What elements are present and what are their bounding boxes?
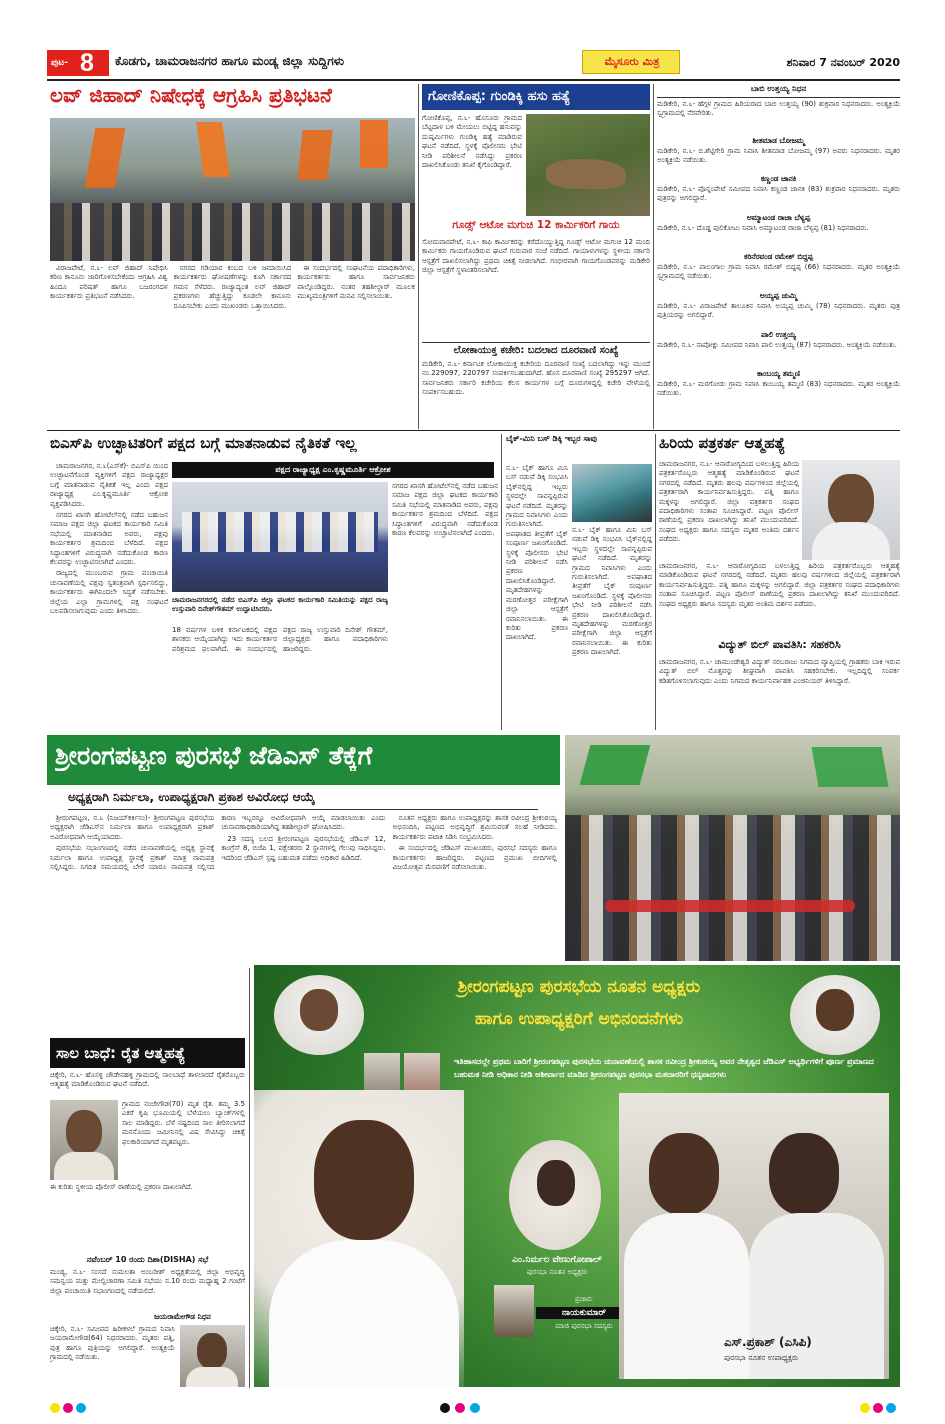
obituary-item: ಮಡಿಕೇರಿ, ನ.೬- ಹೆಗ್ಗಳ ಗ್ರಾಮದ ಹಿರಿಯರಾದ ಬಾಬಿ ಉತ್ತಯ್ಯ (90) ಶುಕ್ರವಾರ ನಿಧನರಾದರು. ಅಂತ್ಯಕ್ರಿಯೆ ಸ್ವಗ್ರಾಮದಲ್ಲಿ ನೆರವೇರಿತು. [657, 100, 900, 118]
leader-portrait-right [790, 975, 880, 1055]
ad-title-line2: ಹಾಗೂ ಉಪಾಧ್ಯಕ್ಷರಿಗೆ ಅಭಿನಂದನೆಗಳು [474, 1009, 684, 1029]
obituary-name: ಪಾಲಿ ಉತ್ತಯ್ಯ [761, 330, 796, 339]
registration-mark [860, 1403, 870, 1413]
registration-mark [873, 1403, 883, 1413]
registration-mark [886, 1403, 896, 1413]
sponsor-name: ನಾಯಕುಮಾರ್ [536, 1307, 632, 1319]
obituary-item: ಮಡಿಕೇರಿ, ನ.೬- ಬಿ.ಶೆಟ್ಟಿಗೇರಿ ಗ್ರಾಮ ನಿವಾಸಿ ಶೀತಮಾಡ ಬೋಜಮ್ಮ (97) ಅವರು ನಿಧನರಾದರು. ಮೃತರ ಅಂತ್ಯಕ್ರಿಯೆ ನಡೆಯಿತು. [657, 147, 900, 165]
farmer-body-right: ಗ್ರಾಮದ ನಂಜೇಗೌಡ(70) ಮೃತ ರೈತ. ತಮ್ಮ 3.5 ಎಕರೆ ಕೃಷಿ ಭೂಮಿಯಲ್ಲಿ ಬೆಳೆಯಲು ಬ್ಯಾಂಕ್‌ಗಳಲ್ಲಿ ಸಾಲ ಮಾಡಿದ್ದರು. ಬೆಳೆ ನಷ್ಟದಿಂದ ಸಾಲ ತೀರಿಸಲಾಗದೆ ಮನನೊಂದು ಜಮೀನಿನಲ್ಲಿ ವಿಷ ಸೇವಿಸಿದ್ದು ಚಿಕಿತ್ಸೆ ಫಲಕಾರಿಯಾಗದೆ ಮೃತಪಟ್ಟರು. [122, 1100, 245, 1146]
farmer-body-cont: ಈ ಕುರಿತು ಸ್ಥಳೀಯ ಪೊಲೀಸ್ ಠಾಣೆಯಲ್ಲಿ ಪ್ರಕರಣ ದಾಖಲಾಗಿದೆ. [50, 1183, 193, 1191]
page-number-box [47, 50, 109, 76]
farmer-portrait [50, 1100, 118, 1180]
love-jihad-headline: ಲವ್ ಜಿಹಾದ್ ನಿಷೇಧಕ್ಕೆ ಆಗ್ರಹಿಸಿ ಪ್ರತಿಭಟನೆ [50, 83, 332, 107]
bike-headline: ಬೈಕ್-ಮಿನಿ ಬಸ್ ಡಿಕ್ಕಿ ಇಬ್ಬರ ಸಾವು [506, 434, 598, 443]
journalist-headline: ಹಿರಿಯ ಪತ್ರಕರ್ತ ಆತ್ಮಹತ್ಯೆ [659, 434, 786, 452]
registration-mark [470, 1403, 480, 1413]
sponsor-label: ಪ್ರಚಾರ: [574, 1295, 594, 1303]
issue-date: ಶನಿವಾರ 7 ನವಂಬರ್ 2020 [786, 56, 900, 69]
registration-mark [440, 1403, 450, 1413]
obituary-item: ಮಡಿಕೇರಿ, ನ.೬- ಮರಗೋಡು ಗ್ರಾಮ ನಿವಾಸಿ ಕಾಂಬಯ್ಯ ತಮ್ಮಣಿ (83) ನಿಧನರಾದರು. ಮೃತರ ಅಂತ್ಯಕ್ರಿಯೆ ನಡೆಯಿತು. [657, 380, 900, 398]
journalist-body-cont: ಚಾಮರಾಜನಗರ, ನ.೬- ಆನಾರೋಗ್ಯದಿಂದ ಬಳಲುತ್ತಿದ್ದ ಹಿರಿಯ ಪತ್ರಕರ್ತರೊಬ್ಬರು ಆತ್ಮಹತ್ಯೆ ಮಾಡಿಕೊಂಡಿರುವ ಘಟನೆ ನಗರದಲ್ಲಿ ನಡೆದಿದೆ. ಮೃತರು ಹಲವು ವರ್ಷಗಳಿಂದ ಜಿಲ್ಲೆಯಲ್ಲಿ ಪತ್ರಕರ್ತರಾಗಿ ಕಾರ್ಯನಿರ್ವಹಿಸುತ್ತಿದ್ದರು. ಪತ್ನಿ ಹಾಗೂ ಮಕ್ಕಳನ್ನು ಅಗಲಿದ್ದಾರೆ. ಜಿಲ್ಲಾ ಪತ್ರಕರ್ತರ ಸಂಘದ ಪದಾಧಿಕಾರಿಗಳು ಸಂತಾಪ ಸೂಚಿಸಿದ್ದಾರೆ. ಪಟ್ಟಣ ಪೊಲೀಸ್ ಠಾಣೆಯಲ್ಲಿ ಪ್ರಕರಣ ದಾಖಲಾಗಿದ್ದು ತನಿಖೆ ಮುಂದುವರಿದಿದೆ. ಸಂಘದ ಅಧ್ಯಕ್ಷರು ಹಾಗೂ ಸದಸ್ಯರು ಮೃತರ ಅಂತಿಮ ದರ್ಶನ ಪಡೆದರು. [659, 562, 900, 608]
paper-name: ಮೈಸೂರು ಮಿತ್ರ [604, 55, 660, 68]
congratulations-ad [254, 965, 900, 1387]
farmer-headline: ಸಾಲ ಬಾಧೆ: ರೈತ ಆತ್ಮಹತ್ಯೆ [50, 1038, 245, 1068]
masthead [47, 48, 900, 78]
srirangapatna-subhead: ಅಧ್ಯಕ್ಷರಾಗಿ ನಿರ್ಮಲಾ, ಉಪಾಧ್ಯಕ್ಷರಾಗಿ ಪ್ರಕಾಶ ಅವಿರೋಧ ಆಯ್ಕೆ [68, 790, 538, 810]
page-label: ಪುಟ- [51, 58, 68, 68]
paper-logo [582, 50, 680, 74]
masthead-rule [47, 79, 900, 81]
bsp-subheadline: ಪಕ್ಷದ ರಾಜ್ಯಾಧ್ಯಕ್ಷ ಎಂ.ಕೃಷ್ಣಮೂರ್ತಿ ಆಕ್ರೋಶ [172, 462, 494, 478]
registration-mark [76, 1403, 86, 1413]
farmer-body-top: ಚಿಕ್ಕೇರಿ, ನ.೬- ಹೊಸಳ್ಳಿ ಚೌಡೇನಹಳ್ಳಿ ಗ್ರಾಮದಲ್ಲಿ ಸಾಲಬಾಧೆ ತಾಳಲಾರದೆ ರೈತರೊಬ್ಬರು ಆತ್ಮಹತ್ಯೆ ಮಾಡಿಕೊಂಡಿರುವ ಘಟನೆ ನಡೆದಿದೆ. [50, 1071, 245, 1089]
obituary-name: ಅಮ್ಮಾಟಂಡ ರಾಜಾ ಬೆಳ್ಯಪ್ಪ [746, 213, 811, 222]
dead-cow-photo [526, 114, 650, 216]
obituary-item: ಮಡಿಕೇರಿ, ನ.೬- ವಿರಾಜಪೇಟೆ ತಾಲೂಕಿನ ನಿವಾಸಿ ಅಯ್ಯಪ್ಪ ಚುಮ್ಮಿ (78) ನಿಧನರಾದರು. ಮೃತರು ಪುತ್ರ ಪುತ್ರಿಯರನ್ನು ಅಗಲಿದ್ದಾರೆ. [657, 302, 900, 320]
vp-role: ಪುರಸಭಾ ನೂತನ ಉಪಾಧ್ಯಕ್ಷರು [724, 1353, 799, 1362]
president-name: ಎಂ.ನಿರ್ಮಲ ವೇಣುಗೋಪಾಲ್ [512, 1255, 602, 1265]
obituary-name: ಕರಿನೆರವಂಡ ರಮೇಶ್ ಬಿದ್ದಪ್ಪ [744, 252, 813, 261]
bsp-body-mid: 18 ವರ್ಷಗಳ ಬಳಿಕ ಕರ್ನಾಟಕದಲ್ಲಿ ಪಕ್ಷದ ಶಾಸಕರು ಆಯ್ಕೆಯಾಗಿದ್ದು ಇದು ಕಾರ್ಯಕರ್ತರ ಪರಿಶ್ರಮದ ಫಲವಾಗಿದೆ. ಈ ಸಂದರ್ಭದಲ್ಲಿ ಪಕ್ಷದ ರಾಜ್ಯ ಉಸ್ತುವಾರಿ ದಿನೇಶ್ ಗೌತಮ್, ಜಿಲ್ಲಾಧ್ಯಕ್ಷರು ಹಾಗೂ ಪದಾಧಿಕಾರಿಗಳು ಹಾಜರಿದ್ದರು. [172, 626, 388, 653]
obituary-item: ಮಡಿಕೇರಿ, ನ.೬- ದೊಡ್ಡ ಪುಲಿಕೋಟು ನಿವಾಸಿ ಅಮ್ಮಾಟಂಡ ರಾಜಾ ಬೆಳ್ಯಪ್ಪ (81) ನಿಧನರಾದರು. [657, 224, 869, 232]
bike-body-cont: ನ.೬- ಬೈಕ್ ಹಾಗೂ ಮಿನಿ ಬಸ್ ನಡುವೆ ಡಿಕ್ಕಿ ಸಂಭವಿಸಿ ಬೈಕ್‌ನಲ್ಲಿದ್ದ ಇಬ್ಬರು ಸ್ಥಳದಲ್ಲೇ ಸಾವನ್ನಪ್ಪಿರುವ ಘಟನೆ ನಡೆದಿದೆ. ಮೃತರನ್ನು ಗ್ರಾಮದ ನಿವಾಸಿಗಳು ಎಂದು ಗುರುತಿಸಲಾಗಿದೆ. ಅಪಘಾತದ ತೀವ್ರತೆಗೆ ಬೈಕ್ ಸಂಪೂರ್ಣ ಜಖಂಗೊಂಡಿದೆ. ಸ್ಥಳಕ್ಕೆ ಪೊಲೀಸರು ಭೇಟಿ ನೀಡಿ ಪರಿಶೀಲನೆ ನಡೆಸಿ ಪ್ರಕರಣ ದಾಖಲಿಸಿಕೊಂಡಿದ್ದಾರೆ. ಮೃತದೇಹಗಳನ್ನು ಮರಣೋತ್ತರ ಪರೀಕ್ಷೆಗಾಗಿ ಜಿಲ್ಲಾ ಆಸ್ಪತ್ರೆಗೆ ರವಾನಿಸಲಾಯಿತು. ಈ ಕುರಿತು ಪ್ರಕರಣ ದಾಖಲಾಗಿದೆ. [572, 526, 652, 657]
obituary-name: ಕಾಂಬಯ್ಯ ತಮ್ಮಣಿ [757, 369, 800, 378]
power-body: ಚಾಮರಾಜನಗರ, ನ.೬- ಚಾಮುಂಡೇಶ್ವರಿ ವಿದ್ಯುತ್ ಸರಬರಾಜು ನಿಗಮದ ವ್ಯಾಪ್ತಿಯಲ್ಲಿ ಗ್ರಾಹಕರು ಬಾಕಿ ಇರುವ ವಿದ್ಯುತ್ ಬಿಲ್ ಮೊತ್ತವನ್ನು ಶೀಘ್ರವಾಗಿ ಪಾವತಿಸಿ ಸಹಕರಿಸಬೇಕು. ಇಲ್ಲದಿದ್ದಲ್ಲಿ ಸಂಪರ್ಕ ಕಡಿತಗೊಳಿಸಲಾಗುವುದು ಎಂದು ನಿಗಮದ ಕಾರ್ಯನಿರ್ವಾಹಕ ಎಂಜಿನಿಯರ್ ತಿಳಿಸಿದ್ದಾರೆ. [659, 658, 900, 685]
leader-portrait-left [274, 975, 364, 1055]
mla-portrait [254, 1090, 464, 1387]
auto-body: ಸೋಮವಾರಪೇಟೆ, ನ.೬- ಕಾಫಿ ಕಾರ್ಮಿಕರನ್ನು ಕರೆದೊಯ್ಯುತ್ತಿದ್ದ ಗೂಡ್ಸ್ ಆಟೋ ಮಗುಚಿ 12 ಮಂದಿ ಕಾರ್ಮಿಕರು ಗಾಯಗೊಂಡಿರುವ ಘಟನೆ ಗುರುವಾರ ಸಂಜೆ ನಡೆದಿದೆ. ಗಾಯಾಳುಗಳನ್ನು ಸ್ಥಳೀಯ ಸರ್ಕಾರಿ ಆಸ್ಪತ್ರೆಗೆ ದಾಖಲಿಸಲಾಗಿದ್ದು ಪ್ರಥಮ ಚಿಕಿತ್ಸೆ ನೀಡಲಾಗಿದೆ. ಗಂಭೀರವಾಗಿ ಗಾಯಗೊಂಡವರನ್ನು ಮಡಿಕೇರಿ ಜಿಲ್ಲಾ ಆಸ್ಪತ್ರೆಗೆ ಸ್ಥಳಾಂತರಿಸಲಾಗಿದೆ. [422, 238, 650, 275]
lokayukta-body: ಮಡಿಕೇರಿ, ನ.೬- ಕರ್ನಾಟಕ ಲೋಕಾಯುಕ್ತ ಕಚೇರಿಯ ದೂರವಾಣಿ ಸಂಖ್ಯೆ ಬದಲಾಗಿದ್ದು ಇನ್ನು ಮುಂದೆ ನಂ.229097, 220797 ಸಂಪರ್ಕಿಸಬಹುದಾಗಿದೆ. ಹೊಸ ದೂರವಾಣಿ ಸಂಖ್ಯೆ 295297 ಆಗಿದೆ. ಸಾರ್ವಜನಿಕರು ಸರ್ಕಾರಿ ಕಚೇರಿಯ ಕೆಲಸ ಕಾರ್ಯಗಳ ಬಗ್ಗೆ ದೂರುಗಳಿದ್ದಲ್ಲಿ ಕಚೇರಿ ವೇಳೆಯಲ್ಲಿ ಸಂಪರ್ಕಿಸಬಹುದು. [422, 360, 650, 397]
lokayukta-headline: ಲೋಕಾಯುಕ್ತ ಕಚೇರಿ: ಬದಲಾದ ದೂರವಾಣಿ ಸಂಖ್ಯೆ [422, 342, 650, 358]
disha-title: ನವೆಂಬರ್ 10 ರಂದು ದಿಶಾ(DISHA) ಸಭೆ [86, 1255, 209, 1264]
bsp-photo-caption: ಚಾಮರಾಜನಗರದಲ್ಲಿ ನಡೆದ ಬಿಎಸ್‌ಪಿ ಜಿಲ್ಲಾ ಘಟಕದ ಕಾರ್ಯಕಾರಿ ಸಮಿತಿಯನ್ನು ಪಕ್ಷದ ರಾಜ್ಯ ಉಸ್ತುವಾರಿ ದಿನೇಶ್‌ಗೌತಮ್ ಉದ್ಘಾಟಿಸಿದರು. [172, 596, 388, 614]
sponsor-role: ಮಾಜಿ ಪುರಸಭಾ ಸದಸ್ಯರು [555, 1322, 613, 1330]
cow-body: ಗೋಣಿಕೊಪ್ಪ, ನ.೬- ಹೊಸೂರು ಗ್ರಾಮದ ಬೆಟ್ಟದಾಳ ಬಳಿ ಮೇಯಲು ಬಿಟ್ಟಿದ್ದ ಹಸುವನ್ನು ದುಷ್ಕರ್ಮಿಗಳು ಗುಂಡಿಕ್ಕಿ ಹತ್ಯೆ ಮಾಡಿರುವ ಘಟನೆ ನಡೆದಿದೆ. ಸ್ಥಳಕ್ಕೆ ಪೊಲೀಸರು ಭೇಟಿ ನೀಡಿ ಪರಿಶೀಲನೆ ನಡೆಸಿದ್ದು ಪ್ರಕರಣ ದಾಖಲಿಸಿಕೊಂಡು ತನಿಖೆ ಕೈಗೊಂಡಿದ್ದಾರೆ. [422, 114, 522, 170]
vp-name: ಎಸ್.ಪ್ರಕಾಶ್ (ಎಸಿಪಿ) [724, 1335, 812, 1349]
power-headline: ವಿದ್ಯುತ್ ಬಿಲ್ ಪಾವತಿಸಿ: ಸಹಕರಿಸಿ [718, 638, 841, 651]
auto-headline: ಗೂಡ್ಸ್ ಆಟೋ ಮಗುಚಿ 12 ಕಾರ್ಮಿಕರಿಗೆ ಗಾಯ [452, 219, 620, 231]
obituary-item: ಮಡಿಕೇರಿ, ನ.೬- ನಾಪೋಕ್ಲು ಸಮೀಪದ ನಿವಾಸಿ ಪಾಲಿ ಉತ್ತಯ್ಯ (87) ನಿಧನರಾದರು. ಅಂತ್ಯಕ್ರಿಯೆ ನಡೆಯಿತು. [657, 341, 897, 349]
registration-mark [455, 1403, 465, 1413]
obituary-list [657, 100, 900, 428]
obituary-name: ಅಯ್ಯಪ್ಪ ಚುಮ್ಮಿ [759, 291, 798, 300]
cow-headline: ಗೋಣಿಕೊಪ್ಪ: ಗುಂಡಿಕ್ಕಿ ಹಸು ಹತ್ಯೆ [422, 84, 650, 110]
bus-photo [572, 464, 652, 522]
section-title: ಕೊಡಗು, ಚಾಮರಾಜನಗರ ಹಾಗೂ ಮಂಡ್ಯ ಜಿಲ್ಲಾ ಸುದ್ದಿಗಳು [115, 54, 345, 68]
celebration-photo [565, 735, 900, 961]
bsp-body-right: ನಗರದ ಖಾಸಗಿ ಹೋಟೆಲ್‌ನಲ್ಲಿ ನಡೆದ ಬಹುಜನ ಸಮಾಜ ಪಕ್ಷದ ಜಿಲ್ಲಾ ಘಟಕದ ಕಾರ್ಯಕಾರಿ ಸಮಿತಿ ಸಭೆಯಲ್ಲಿ ಮಾತನಾಡಿದ ಅವರು, ಪಕ್ಷವು ಕಾರ್ಯಕರ್ತರ ಶ್ರಮದಿಂದ ಬೆಳೆದಿದೆ. ಪಕ್ಷದ ಸಿದ್ಧಾಂತಗಳಿಗೆ ವಿರುದ್ಧವಾಗಿ ನಡೆದುಕೊಂಡ ಕಾರಣ ಕೆಲವರನ್ನು ಉಚ್ಛಾಟಿಸಲಾಗಿದೆ ಎಂದರು. [392, 482, 498, 538]
obituary-name: ಶೀತಮಾಡ ಬೋಜಮ್ಮ [752, 136, 805, 145]
ad-message: ಇತಿಹಾಸದಲ್ಲೇ ಪ್ರಥಮ ಬಾರಿಗೆ ಶ್ರೀರಂಗಪಟ್ಟಣ ಪುರಸಭೆಯ ಚುನಾವಣೆಯಲ್ಲಿ ಶಾಸಕ ರವೀಂದ್ರ ಶ್ರೀಕಂಠಯ್ಯ ಅವರ ನೇತೃತ್ವದ ಜೆಡಿಎಸ್ ಅಭ್ಯರ್ಥಿಗಳಿಗೆ ಪೂರ್ಣ ಪ್ರಮಾಣದ ಬಹುಮತ ನೀಡಿ ಅಧಿಕಾರ ನೀಡಿ ಆಶೀರ್ವಾದ ಮಾಡಿದ ಶ್ರೀರಂಗಪಟ್ಟಣ ಪುರಸಭಾ ಮತದಾರರಿಗೆ ಧನ್ಯವಾದಗಳು [454, 1057, 874, 1079]
registration-mark [50, 1403, 60, 1413]
bsp-body-left: ಚಾಮರಾಜನಗರ, ನ.೬(ಎಸ್‌ಕೆ)- ಬಿಎಸ್‌ಪಿ ಯಿಂದ ಉಚ್ಛಾಟನೆಗೊಂಡ ವ್ಯಕ್ತಿಗಳಿಗೆ ಪಕ್ಷದ ರಾಜ್ಯಾಧ್ಯಕ್ಷರ ಬಗ್ಗೆ ಮಾತನಾಡುವ ನೈತಿಕತೆ ಇಲ್ಲ ಎಂದು ಪಕ್ಷದ ರಾಜ್ಯಾಧ್ಯಕ್ಷ ಎಂ.ಕೃಷ್ಣಮೂರ್ತಿ ಆಕ್ರೋಶ ವ್ಯಕ್ತಪಡಿಸಿದರು. ನಗರದ ಖಾಸಗಿ ಹೋಟೆಲ್‌ನಲ್ಲಿ ನಡೆದ ಬಹುಜನ ಸಮಾಜ ಪಕ್ಷದ ಜಿಲ್ಲಾ ಘಟಕದ ಕಾರ್ಯಕಾರಿ ಸಮಿತಿ ಸಭೆಯಲ್ಲಿ ಮಾತನಾಡಿದ ಅವರು, ಪಕ್ಷವು ಕಾರ್ಯಕರ್ತರ ಶ್ರಮದಿಂದ ಬೆಳೆದಿದೆ. ಪಕ್ಷದ ಸಿದ್ಧಾಂತಗಳಿಗೆ ವಿರುದ್ಧವಾಗಿ ನಡೆದುಕೊಂಡ ಕಾರಣ ಕೆಲವರನ್ನು ಉಚ್ಛಾಟಿಸಲಾಗಿದೆ ಎಂದರು. ರಾಜ್ಯದಲ್ಲಿ ಮುಂಬರುವ ಗ್ರಾಮ ಪಂಚಾಯಿತಿ ಚುನಾವಣೆಯಲ್ಲಿ ಪಕ್ಷವು ಸ್ವತಂತ್ರವಾಗಿ ಸ್ಪರ್ಧಿಸಲಿದ್ದು, ಕಾರ್ಯಕರ್ತರು ಈಗಿನಿಂದಲೇ ಸಿದ್ಧತೆ ನಡೆಸಬೇಕು. ಜಿಲ್ಲೆಯ ಎಲ್ಲಾ ಗ್ರಾಮಗಳಲ್ಲಿ ಪಕ್ಷ ಸಂಘಟನೆ ಬಲಪಡಿಸಲಾಗುವುದು ಎಂದು ತಿಳಿಸಿದರು. [50, 462, 168, 616]
srirangapatna-body: ಶ್ರೀರಂಗಪಟ್ಟಣ, ನ.೬ (ನಿಜಯ್‌ಕರ್ಕಿಸಂ)- ಶ್ರೀರಂಗಪಟ್ಟಣ ಪುರಸಭೆಯ ಅಧ್ಯಕ್ಷರಾಗಿ ಜೆಡಿಎಸ್‌ನ ನಿರ್ಮಲಾ ಹಾಗೂ ಉಪಾಧ್ಯಕ್ಷರಾಗಿ ಪ್ರಕಾಶ್ ಅವಿರೋಧವಾಗಿ ಆಯ್ಕೆಯಾದರು. ಪುರಸಭೆಯ ಸಭಾಂಗಣದಲ್ಲಿ ನಡೆದ ಚುನಾವಣೆಯಲ್ಲಿ ಅಧ್ಯಕ್ಷ ಸ್ಥಾನಕ್ಕೆ ನಿರ್ಮಲಾ ಹಾಗೂ ಉಪಾಧ್ಯಕ್ಷ ಸ್ಥಾನಕ್ಕೆ ಪ್ರಕಾಶ್ ಮಾತ್ರ ನಾಮಪತ್ರ ಸಲ್ಲಿಸಿದ್ದರು. ನಿಗದಿತ ಸಮಯದಲ್ಲಿ ಬೇರೆ ಯಾರೂ ನಾಮಪತ್ರ ಸಲ್ಲಿಸದ ಕಾರಣ ಇಬ್ಬರನ್ನೂ ಅವಿರೋಧವಾಗಿ ಆಯ್ಕೆ ಮಾಡಲಾಯಿತು ಎಂದು ಚುನಾವಣಾಧಿಕಾರಿಯಾಗಿದ್ದ ತಹಶೀಲ್ದಾರ್ ಘೋಷಿಸಿದರು. 23 ಸದಸ್ಯ ಬಲದ ಶ್ರೀರಂಗಪಟ್ಟಣ ಪುರಸಭೆಯಲ್ಲಿ ಜೆಡಿಎಸ್ 12, ಕಾಂಗ್ರೆಸ್ 8, ಬಿಜೆಪಿ 1, ಪಕ್ಷೇತರರು 2 ಸ್ಥಾನಗಳಲ್ಲಿ ಗೆಲುವು ಸಾಧಿಸಿದ್ದರು. ಇದರಿಂದ ಜೆಡಿಎಸ್ ಸ್ಪಷ್ಟ ಬಹುಮತ ಪಡೆದು ಅಧಿಕಾರ ಹಿಡಿದಿದೆ. ನೂತನ ಅಧ್ಯಕ್ಷರು ಹಾಗೂ ಉಪಾಧ್ಯಕ್ಷರನ್ನು ಶಾಸಕ ರವೀಂದ್ರ ಶ್ರೀಕಂಠಯ್ಯ ಅಭಿನಂದಿಸಿ, ಪಟ್ಟಣದ ಅಭಿವೃದ್ಧಿಗೆ ಶ್ರಮಿಸುವಂತೆ ಸಲಹೆ ನೀಡಿದರು. ಕಾರ್ಯಕರ್ತರು ಪಟಾಕಿ ಸಿಡಿಸಿ ಸಂಭ್ರಮಿಸಿದರು. ಈ ಸಂದರ್ಭದಲ್ಲಿ ಜೆಡಿಎಸ್ ಮುಖಂಡರು, ಪುರಸಭೆ ಸದಸ್ಯರು ಹಾಗೂ ಕಾರ್ಯಕರ್ತರು ಹಾಜರಿದ್ದರು. ಪಟ್ಟಣದ ಪ್ರಮುಖ ಬೀದಿಗಳಲ್ಲಿ ವಿಜಯೋತ್ಸವ ಮೆರವಣಿಗೆ ನಡೆಸಲಾಯಿತು. [50, 814, 557, 872]
obituary-item: ಮಡಿಕೇರಿ, ನ.೬- ಪೊನ್ನಂಪೇಟೆ ಸಮೀಪದ ನಿವಾಸಿ ಕಣ್ಣಂಡ ಜಾನಕಿ (83) ಶುಕ್ರವಾರ ನಿಧನರಾದರು. ಮೃತರು ಪುತ್ರರನ್ನು ಅಗಲಿದ್ದಾರೆ. [657, 185, 900, 203]
sponsor-portrait [494, 1285, 534, 1337]
protest-photo [50, 118, 415, 261]
srirangapatna-banner [47, 735, 560, 785]
disha-body: ಮಂಡ್ಯ, ನ.೬- ಸಂಸದೆ ಸುಮಲತಾ ಅಂಬರೀಶ್ ಅಧ್ಯಕ್ಷತೆಯಲ್ಲಿ ಜಿಲ್ಲಾ ಅಭಿವೃದ್ಧಿ ಸಮನ್ವಯ ಮತ್ತು ಮೇಲ್ವಿಚಾರಣಾ ಸಮಿತಿ ಸಭೆಯು ನ.10 ರಂದು ಮಧ್ಯಾಹ್ನ 2 ಗಂಟೆಗೆ ಜಿಲ್ಲಾ ಪಂಚಾಯಿತಿ ಸಭಾಂಗಣದಲ್ಲಿ ನಡೆಯಲಿದೆ. [50, 1268, 245, 1295]
obituary-item: ಮಡಿಕೇರಿ, ನ.೬- ಪಾಲಂಗಾಲ ಗ್ರಾಮ ನಿವಾಸಿ ರಮೇಶ್ ಬಿದ್ದಪ್ಪ (66) ನಿಧನರಾದರು. ಮೃತರ ಅಂತ್ಯಕ್ರಿಯೆ ಸ್ವಗ್ರಾಮದಲ್ಲಿ ನಡೆಯಿತು. [657, 263, 900, 281]
bsp-meeting-photo [172, 482, 388, 592]
obituary-header: ಬಾಬಿ ಉತ್ತಯ್ಯ ನಿಧನ [657, 84, 900, 98]
jayaramegowda-portrait [180, 1325, 245, 1387]
srirangapatna-headline: ಶ್ರೀರಂಗಪಟ್ಟಣ ಪುರಸಭೆ ಜೆಡಿಎಸ್ ತೆಕ್ಕೆಗೆ [55, 741, 373, 770]
love-jihad-body: ವಿರಾಜಪೇಟೆ, ನ.೬- ಲವ್ ಜಿಹಾದ್ ನಿಷೇಧಿಸಿ ಕಠಿಣ ಕಾನೂನು ಜಾರಿಗೊಳಿಸಬೇಕೆಂದು ಆಗ್ರಹಿಸಿ ವಿಶ್ವ ಹಿಂದೂ ಪರಿಷತ್ ಹಾಗೂ ಬಜರಂಗದಳ ಕಾರ್ಯಕರ್ತರು ಪ್ರತಿಭಟನೆ ನಡೆಸಿದರು. ನಗರದ ಗಡಿಯಾರ ಕಂಬದ ಬಳಿ ಜಮಾಯಿಸಿದ ಕಾರ್ಯಕರ್ತರು ಘೋಷಣೆಗಳನ್ನು ಕೂಗಿ ಸರ್ಕಾರದ ಗಮನ ಸೆಳೆದರು. ರಾಜ್ಯಾದ್ಯಂತ ಲವ್ ಜಿಹಾದ್ ಪ್ರಕರಣಗಳು ಹೆಚ್ಚುತ್ತಿದ್ದು ಕೂಡಲೇ ಕಾನೂನು ರೂಪಿಸಬೇಕು ಎಂದು ಮುಖಂಡರು ಒತ್ತಾಯಿಸಿದರು. ಈ ಸಂದರ್ಭದಲ್ಲಿ ಸಂಘಟನೆಯ ಪದಾಧಿಕಾರಿಗಳು, ಕಾರ್ಯಕರ್ತರು ಹಾಗೂ ಸಾರ್ವಜನಿಕರು ಪಾಲ್ಗೊಂಡಿದ್ದರು. ನಂತರ ತಹಶೀಲ್ದಾರ್ ಮೂಲಕ ಮುಖ್ಯಮಂತ್ರಿಗಳಿಗೆ ಮನವಿ ಸಲ್ಲಿಸಲಾಯಿತು. [50, 264, 415, 310]
bsp-headline: ಬಿಎಸ್‌ಪಿ ಉಚ್ಛಾಟಿತರಿಗೆ ಪಕ್ಷದ ಬಗ್ಗೆ ಮಾತನಾಡುವ ನೈತಿಕತೆ ಇಲ್ಲ [50, 434, 357, 452]
bike-body: ನ.೬- ಬೈಕ್ ಹಾಗೂ ಮಿನಿ ಬಸ್ ನಡುವೆ ಡಿಕ್ಕಿ ಸಂಭವಿಸಿ ಬೈಕ್‌ನಲ್ಲಿದ್ದ ಇಬ್ಬರು ಸ್ಥಳದಲ್ಲೇ ಸಾವನ್ನಪ್ಪಿರುವ ಘಟನೆ ನಡೆದಿದೆ. ಮೃತರನ್ನು ಗ್ರಾಮದ ನಿವಾಸಿಗಳು ಎಂದು ಗುರುತಿಸಲಾಗಿದೆ. ಅಪಘಾತದ ತೀವ್ರತೆಗೆ ಬೈಕ್ ಸಂಪೂರ್ಣ ಜಖಂಗೊಂಡಿದೆ. ಸ್ಥಳಕ್ಕೆ ಪೊಲೀಸರು ಭೇಟಿ ನೀಡಿ ಪರಿಶೀಲನೆ ನಡೆಸಿ ಪ್ರಕರಣ ದಾಖಲಿಸಿಕೊಂಡಿದ್ದಾರೆ. ಮೃತದೇಹಗಳನ್ನು ಮರಣೋತ್ತರ ಪರೀಕ್ಷೆಗಾಗಿ ಜಿಲ್ಲಾ ಆಸ್ಪತ್ರೆಗೆ ರವಾನಿಸಲಾಯಿತು. ಈ ಕುರಿತು ಪ್ರಕರಣ ದಾಖಲಾಗಿದೆ. [506, 464, 568, 642]
page-number: 8 [80, 49, 94, 77]
registration-mark [63, 1403, 73, 1413]
obituary-name: ಕಣ್ಣಂಡ ಜಾನಕಿ [760, 174, 797, 183]
ad-title-line1: ಶ್ರೀರಂಗಪಟ್ಟಣ ಪುರಸಭೆಯ ನೂತನ ಅಧ್ಯಕ್ಷರು [457, 977, 701, 997]
jayaramegowda-body: ಚಿಕ್ಕೇರಿ, ನ.೬- ಸಮೀಪದ ಹಿರೀಕಳಲೆ ಗ್ರಾಮದ ನಿವಾಸಿ ಜಯರಾಮೇಗೌಡ(64) ನಿಧನರಾದರು. ಮೃತರು ಪತ್ನಿ, ಪುತ್ರ ಹಾಗೂ ಪುತ್ರಿಯನ್ನು ಅಗಲಿದ್ದಾರೆ. ಅಂತ್ಯಕ್ರಿಯೆ ಗ್ರಾಮದಲ್ಲಿ ನಡೆಯಿತು. [50, 1325, 175, 1362]
journalist-portrait [802, 460, 900, 560]
president-role: ಪುರಸಭಾ ನೂತನ ಅಧ್ಯಕ್ಷರು [526, 1268, 588, 1276]
journalist-body: ಚಾಮರಾಜನಗರ, ನ.೬- ಆನಾರೋಗ್ಯದಿಂದ ಬಳಲುತ್ತಿದ್ದ ಹಿರಿಯ ಪತ್ರಕರ್ತರೊಬ್ಬರು ಆತ್ಮಹತ್ಯೆ ಮಾಡಿಕೊಂಡಿರುವ ಘಟನೆ ನಗರದಲ್ಲಿ ನಡೆದಿದೆ. ಮೃತರು ಹಲವು ವರ್ಷಗಳಿಂದ ಜಿಲ್ಲೆಯಲ್ಲಿ ಪತ್ರಕರ್ತರಾಗಿ ಕಾರ್ಯನಿರ್ವಹಿಸುತ್ತಿದ್ದರು. ಪತ್ನಿ ಹಾಗೂ ಮಕ್ಕಳನ್ನು ಅಗಲಿದ್ದಾರೆ. ಜಿಲ್ಲಾ ಪತ್ರಕರ್ತರ ಸಂಘದ ಪದಾಧಿಕಾರಿಗಳು ಸಂತಾಪ ಸೂಚಿಸಿದ್ದಾರೆ. ಪಟ್ಟಣ ಪೊಲೀಸ್ ಠಾಣೆಯಲ್ಲಿ ಪ್ರಕರಣ ದಾಖಲಾಗಿದ್ದು ತನಿಖೆ ಮುಂದುವರಿದಿದೆ. ಸಂಘದ ಅಧ್ಯಕ್ಷರು ಹಾಗೂ ಸದಸ್ಯರು ಮೃತರ ಅಂತಿಮ ದರ್ಶನ ಪಡೆದರು. [659, 460, 799, 544]
jayaramegowda-title: ಜಯರಾಮೇಗೌಡ ನಿಧನ [154, 1312, 211, 1321]
president-portrait [509, 1140, 601, 1250]
